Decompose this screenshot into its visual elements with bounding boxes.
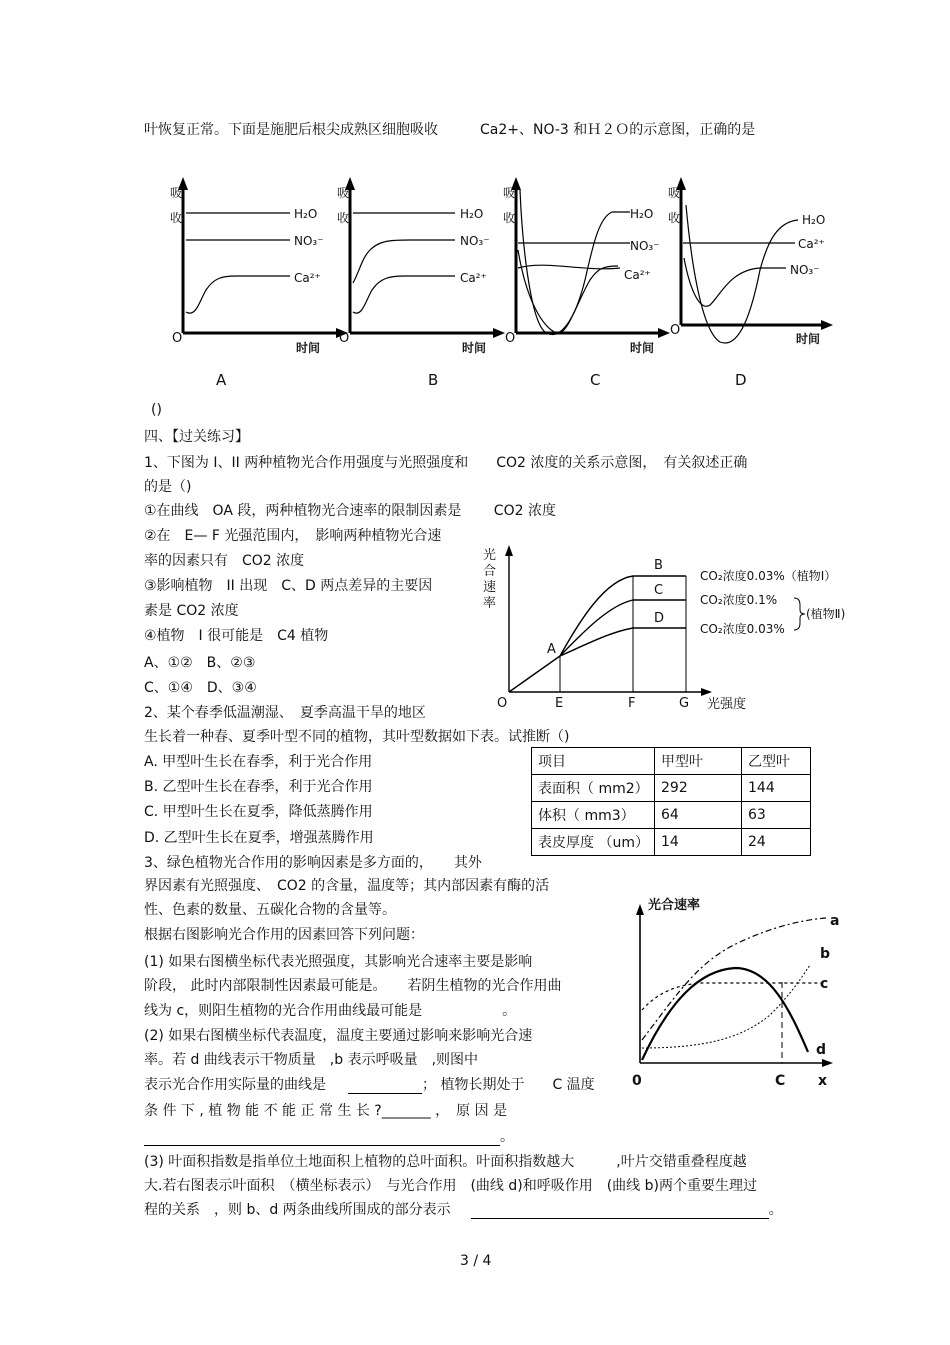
q1-y-1: 光: [483, 548, 497, 563]
q1-choice-cd: C、①④ D、③④: [144, 680, 257, 696]
chart-C-y2: 收: [503, 211, 516, 225]
q1-label-d: CO₂浓度0.03%: [700, 622, 785, 636]
q3-p2e-end: 。: [500, 1129, 514, 1145]
q3-p3c-text: 程的关系 ，则 b、d 两条曲线所围成的部分表示: [144, 1202, 451, 1218]
q1-opt2b: 率的因素只有 CO2 浓度: [144, 553, 305, 569]
chart-A-origin: O: [172, 331, 183, 346]
table-cell: 体积（ mm3）: [532, 802, 655, 829]
chart-A-no3: NO₃⁻: [294, 234, 324, 248]
q1-xlabel: 光强度: [707, 697, 747, 712]
q3-p2e: [144, 1128, 514, 1146]
q1-point-f: F: [628, 696, 636, 711]
q3-line3: 性、色素的数量、五碳化合物的含量等。: [144, 902, 396, 918]
chart-C-y1: 吸: [503, 186, 516, 200]
q3-line2: 界因素有光照强度、 CO2 的含量，温度等；其内部因素有酶的活: [144, 878, 550, 894]
q3-p1c-text: 线为 c，则阳生植物的光合作用曲线最可能是: [144, 1003, 423, 1019]
q1-point-d: D: [654, 611, 665, 626]
q3-curve-d: d: [816, 1042, 827, 1058]
q1-label-c: CO₂浓度0.1%: [700, 593, 778, 607]
chart-B-y1: 吸: [337, 186, 350, 200]
q3-p3c-end: 。: [768, 1202, 783, 1218]
chart-C-h2o: H₂O: [630, 207, 654, 221]
q1-point-c: C: [654, 583, 664, 598]
chart-D-letter: D: [735, 371, 747, 389]
chart-B-origin: O: [339, 331, 350, 346]
q3-curve-b: b: [820, 946, 831, 962]
table-cell: 24: [742, 829, 811, 856]
chart-D-xlabel: 时间: [796, 332, 821, 346]
q2-option-c: C. 甲型叶生长在夏季，降低蒸腾作用: [144, 804, 373, 820]
table-header: 甲型叶: [655, 748, 742, 775]
q2-option-b: B. 乙型叶生长在春季，利于光合作用: [144, 779, 373, 795]
q1-point-e: E: [555, 696, 564, 711]
q3-p2c-end: ； 植物长期处于 C 温度: [422, 1077, 595, 1093]
q1-y-4: 率: [483, 596, 497, 611]
q1-y-3: 速: [483, 580, 497, 595]
chart-C-letter: C: [590, 371, 601, 389]
chart-B-letter: B: [428, 371, 439, 389]
chart-A-y1: 吸: [170, 186, 183, 200]
chart-B-h2o: H₂O: [460, 207, 484, 221]
chart-D-y2: 收: [668, 211, 681, 225]
table-cell: 292: [655, 775, 742, 802]
q2-line2: 生长着一种春、夏季叶型不同的植物，其叶型数据如下表。试推断（): [144, 729, 570, 745]
q3-p1a: (1) 如果右图横坐标代表光照强度，其影响光合速率主要是影响: [144, 954, 533, 970]
chart-C-xlabel: 时间: [630, 341, 655, 355]
q1-opt3a: ③影响植物 II 出现 C、D 两点差异的主要因: [144, 578, 433, 594]
q3-chart-title: 光合速率: [648, 898, 701, 913]
q1-plant2: (植物Ⅱ): [806, 607, 846, 621]
chart-C-ca: Ca²⁺: [624, 268, 651, 282]
q1-label-b: CO₂浓度0.03%（植物Ⅰ）: [700, 569, 837, 583]
q2-option-d: D. 乙型叶生长在夏季，增强蒸腾作用: [144, 830, 374, 846]
section-title: 四、【过关练习】: [144, 429, 249, 445]
page-number: 3 / 4: [460, 1253, 492, 1269]
chart-C-origin: O: [505, 331, 516, 346]
q3-chart-origin: 0: [632, 1073, 642, 1089]
chart-B-no3: NO₃⁻: [460, 234, 490, 248]
q3-curve-c: c: [820, 976, 829, 992]
q1-point-o: O: [497, 696, 508, 711]
table-cell: 表皮厚度 （um）: [532, 829, 655, 856]
q3-chart-xmark: C: [775, 1073, 786, 1089]
chart-A-ca: Ca²⁺: [294, 271, 321, 285]
q1-opt3b: 素是 CO2 浓度: [144, 603, 239, 619]
q1-point-g: G: [679, 696, 690, 711]
chart-D-h2o: H₂O: [802, 213, 826, 227]
chart-B-xlabel: 时间: [462, 341, 487, 355]
q1-point-a: A: [547, 642, 556, 657]
chart-C-no3: NO₃⁻: [630, 239, 660, 253]
q3-line4: 根据右图影响光合作用的因素回答下列问题：: [144, 927, 424, 943]
q1-opt2a: ②在 E— F 光强范围内， 影响两种植物光合速: [144, 528, 442, 544]
q3-chart-xlabel: x: [818, 1073, 828, 1089]
q2-option-a: A. 甲型叶生长在春季，利于光合作用: [144, 754, 373, 770]
q1-opt1: ①在曲线 OA 段，两种植物光合速率的限制因素是 CO2 浓度: [144, 503, 556, 519]
q3-line1: 3、绿色植物光合作用的影响因素是多方面的， 其外: [144, 855, 482, 871]
table-cell: 表面积（ mm2）: [532, 775, 655, 802]
chart-B-ca: Ca²⁺: [460, 271, 487, 285]
table-cell: 64: [655, 802, 742, 829]
q0-paren: (): [151, 402, 162, 418]
q1-line2: 的是（): [144, 479, 192, 495]
q3-p3a: (3) 叶面积指数是指单位土地面积上植物的总叶面积。叶面积指数越大 ,叶片交错重叠程度越: [144, 1154, 747, 1170]
q3-blank-reason[interactable]: [144, 1130, 500, 1146]
q1-opt4: ④植物 I 很可能是 C4 植物: [144, 628, 329, 644]
q3-blank-area[interactable]: [471, 1203, 769, 1219]
chart-D-no3: NO₃⁻: [790, 263, 820, 277]
q1-point-b: B: [654, 558, 663, 573]
q2-line1: 2、某个春季低温潮湿、 夏季高温干旱的地区: [144, 705, 426, 721]
table-cell: 63: [742, 802, 811, 829]
q3-p2d: 条 件 下 , 植 物 能 不 能 正 常 生 长 ?_______ ， 原 因 是: [144, 1103, 508, 1119]
chart-D-origin: O: [670, 323, 681, 338]
q1-line1: 1、下图为 I、II 两种植物光合作用强度与光照强度和 CO2 浓度的关系示意图， 有关叙述正确: [144, 455, 748, 471]
intro-line: 叶恢复正常。下面是施肥后根尖成熟区细胞吸收 Ca2+、NO-3 和Ｈ２Ｏ的示意图，正确的是: [144, 122, 756, 138]
chart-D-y1: 吸: [668, 186, 681, 200]
chart-A-y2: 收: [170, 211, 183, 225]
q3-p3b: 大.若右图表示叶面积 （横坐标表示） 与光合作用 (曲线 d)和呼吸作用 (曲线 b)两个重要生理过: [144, 1178, 757, 1194]
chart-A-xlabel: 时间: [296, 341, 321, 355]
q3-p2a: (2) 如果右图横坐标代表温度，温度主要通过影响来影响光合速: [144, 1028, 533, 1044]
table-header: 乙型叶: [742, 748, 811, 775]
q3-curve-a: a: [830, 913, 840, 929]
table-header: 项目: [532, 748, 655, 775]
q3-p1c-end: 。: [502, 1003, 517, 1019]
chart-D-ca: Ca²⁺: [798, 237, 825, 251]
q3-p1b: 阶段， 此时内部限制性因素最可能是。 若阴生植物的光合作用曲: [144, 978, 562, 994]
q1-y-2: 合: [483, 564, 497, 579]
chart-A-h2o: H₂O: [294, 207, 318, 221]
table-cell: 144: [742, 775, 811, 802]
chart-B-y2: 收: [337, 211, 350, 225]
chart-A-letter: A: [216, 371, 227, 389]
q3-p2c-text: 表示光合作用实际量的曲线是: [144, 1077, 326, 1093]
q3-p2b: 率。若 d 曲线表示干物质量 ,b 表示呼吸量 ,则图中: [144, 1052, 479, 1068]
q1-choice-ab: A、①② B、②③: [144, 655, 256, 671]
q3-p3c: [144, 1201, 783, 1219]
table-cell: 14: [655, 829, 742, 856]
